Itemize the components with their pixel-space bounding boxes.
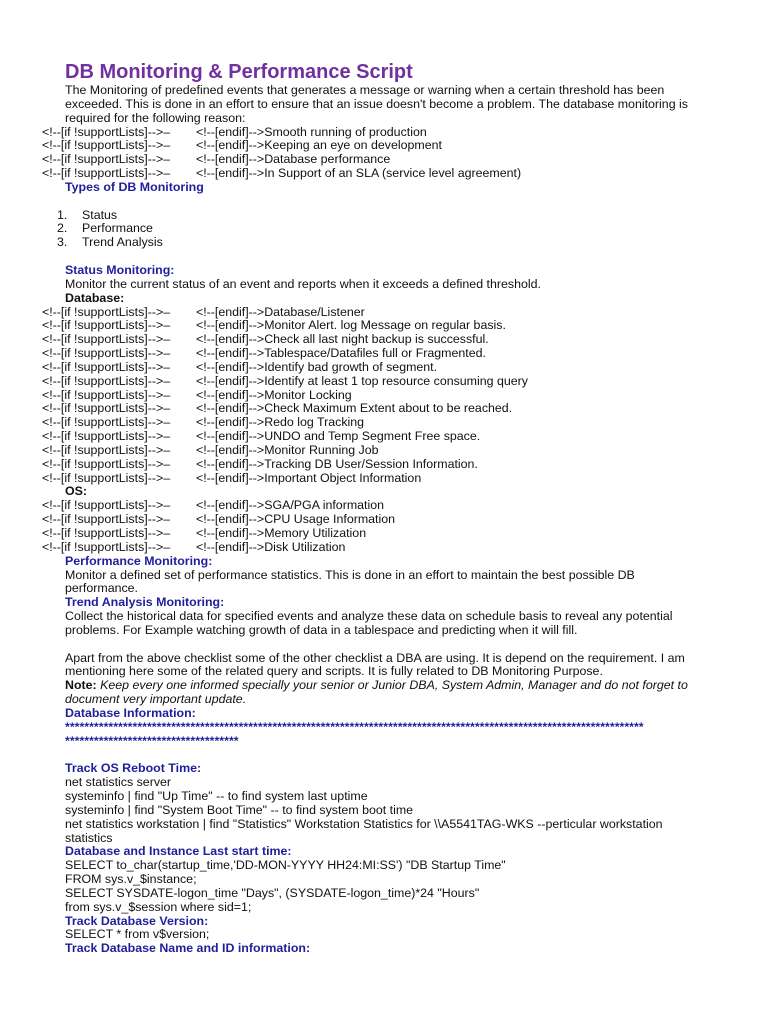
types-list bbox=[0, 209, 768, 251]
list-marker: <!--[if !supportLists]-->– bbox=[42, 498, 171, 513]
list-item-text: <!--[endif]-->SGA/PGA information bbox=[196, 498, 385, 513]
note-label: Note: bbox=[65, 678, 97, 693]
reboot-code bbox=[0, 776, 768, 831]
numbered-item bbox=[0, 209, 768, 223]
list-marker-suffix: <!--[endif]--> bbox=[196, 401, 265, 416]
list-marker-suffix: <!--[endif]--> bbox=[196, 138, 265, 153]
list-marker: <!--[if !supportLists]-->– bbox=[42, 359, 171, 374]
list-item-text: <!--[endif]-->Database/Listener bbox=[196, 304, 365, 319]
item-number: 2. bbox=[57, 221, 68, 236]
status-description: Monitor the current status of an event and reports when it exceeds a defined threshold. bbox=[65, 276, 541, 291]
performance-description: Monitor a defined set of performance statistics. This is done in an effort to maintain the best possible DB performance. bbox=[65, 567, 635, 596]
list-item-text: <!--[endif]-->Disk Utilization bbox=[196, 539, 346, 554]
list-marker-suffix: <!--[endif]--> bbox=[196, 442, 265, 457]
list-marker: <!--[if !supportLists]-->– bbox=[42, 526, 171, 540]
list-item bbox=[0, 167, 768, 181]
list-marker: <!--[if !supportLists]-->– bbox=[42, 387, 171, 402]
list-item-text: <!--[endif]-->UNDO and Temp Segment Free space. bbox=[196, 429, 481, 444]
list-item bbox=[0, 319, 768, 333]
item-text: Status bbox=[82, 207, 118, 222]
list-item-text: <!--[endif]-->Tracking DB User/Session Information. bbox=[196, 456, 478, 471]
trend-description: Collect the historical data for specified events and analyze these data on schedule basis to reveal any potential problems. For Example watching growth of data in a tablespace and predicting when it will fill. bbox=[65, 609, 673, 637]
os-items-list bbox=[0, 499, 768, 554]
document-title: DB Monitoring & Performance Script bbox=[65, 61, 413, 83]
performance-heading: Performance Monitoring: bbox=[65, 553, 213, 568]
numbered-item bbox=[0, 236, 768, 250]
code-line: SELECT * from v$version; bbox=[65, 927, 210, 942]
list-marker: <!--[if !supportLists]-->– bbox=[42, 401, 171, 416]
trend-heading: Trend Analysis Monitoring: bbox=[65, 595, 225, 610]
list-marker: <!--[if !supportLists]-->– bbox=[42, 346, 171, 361]
list-item-text: <!--[endif]-->Keeping an eye on development bbox=[196, 138, 442, 153]
list-item bbox=[0, 126, 768, 140]
code-line: FROM sys.v_$instance; bbox=[65, 872, 197, 887]
list-item-text: <!--[endif]-->Important Object Information bbox=[196, 470, 422, 485]
code-line: systeminfo | find "Up Time" -- to find system last uptime bbox=[65, 789, 368, 804]
list-marker: <!--[if !supportLists]-->– bbox=[42, 124, 171, 139]
separator-stars: ************************************************************************************************************************ bbox=[65, 720, 644, 734]
list-item bbox=[0, 347, 768, 361]
list-marker: <!--[if !supportLists]-->– bbox=[42, 442, 171, 457]
code-line: net statistics workstation | find "Statistics" Workstation Statistics for \\A5541TAG-WKS --perticular workstation bbox=[65, 816, 663, 831]
code-line: statistics bbox=[65, 830, 113, 845]
list-item-text: <!--[endif]-->In Support of an SLA (service level agreement) bbox=[196, 166, 522, 181]
note-paragraph bbox=[0, 679, 768, 707]
reboot-heading: Track OS Reboot Time: bbox=[65, 761, 202, 776]
list-item bbox=[0, 333, 768, 347]
types-heading: Types of DB Monitoring bbox=[65, 179, 204, 194]
list-item bbox=[0, 139, 768, 153]
os-label: OS: bbox=[65, 484, 88, 499]
list-marker: <!--[if !supportLists]-->– bbox=[42, 456, 171, 471]
item-number: 3. bbox=[57, 235, 68, 250]
start-time-code bbox=[0, 859, 768, 914]
list-marker: <!--[if !supportLists]-->– bbox=[42, 138, 171, 153]
database-items-list bbox=[0, 306, 768, 486]
list-marker: <!--[if !supportLists]-->– bbox=[42, 429, 171, 444]
list-item bbox=[0, 306, 768, 320]
list-item-text: <!--[endif]-->Tablespace/Datafiles full or Fragmented. bbox=[196, 346, 486, 361]
list-item-text: <!--[endif]-->Check Maximum Extent about to be reached. bbox=[196, 401, 513, 416]
list-item bbox=[0, 444, 768, 458]
database-label: Database: bbox=[65, 290, 125, 305]
version-heading: Track Database Version: bbox=[65, 913, 209, 928]
list-item-text: <!--[endif]-->Smooth running of production bbox=[196, 124, 427, 139]
item-text: Performance bbox=[82, 221, 153, 236]
list-marker-suffix: <!--[endif]--> bbox=[196, 359, 265, 374]
item-number: 1. bbox=[57, 207, 68, 222]
list-marker-suffix: <!--[endif]--> bbox=[196, 415, 265, 430]
list-marker-suffix: <!--[endif]--> bbox=[196, 166, 265, 181]
list-marker-suffix: <!--[endif]--> bbox=[196, 539, 265, 554]
list-marker: <!--[if !supportLists]-->– bbox=[42, 539, 171, 554]
list-marker: <!--[if !supportLists]-->– bbox=[42, 470, 171, 485]
list-item-text: <!--[endif]-->Identify at least 1 top resource consuming query bbox=[196, 373, 528, 388]
list-item bbox=[0, 527, 768, 541]
list-marker: <!--[if !supportLists]-->– bbox=[42, 166, 171, 181]
list-marker-suffix: <!--[endif]--> bbox=[196, 456, 265, 471]
list-marker-suffix: <!--[endif]--> bbox=[196, 152, 265, 167]
list-item-text: <!--[endif]-->Redo log Tracking bbox=[196, 415, 365, 430]
list-marker: <!--[if !supportLists]-->– bbox=[42, 304, 171, 319]
list-item bbox=[0, 153, 768, 167]
list-item-text: <!--[endif]-->Monitor Alert. log Message on regular basis. bbox=[196, 318, 506, 333]
list-marker-suffix: <!--[endif]--> bbox=[196, 318, 265, 333]
list-marker: <!--[if !supportLists]-->– bbox=[42, 415, 171, 430]
status-heading: Status Monitoring: bbox=[65, 262, 175, 277]
list-item-text: <!--[endif]-->Memory Utilization bbox=[196, 526, 367, 540]
code-line: net statistics server bbox=[65, 775, 172, 790]
list-item bbox=[0, 513, 768, 527]
list-marker-suffix: <!--[endif]--> bbox=[196, 512, 265, 527]
separator-stars-short: ************************************ bbox=[65, 734, 239, 748]
intro-paragraph: The Monitoring of predefined events that generates a message or warning when a certain threshold has been exceeded. This is done in an effort to ensure that an issue doesn't become a problem. The database monitoring is required for the following reason: bbox=[65, 83, 688, 125]
note-text: Keep every one informed specially your senior or Junior DBA, System Admin, Manager and do not forget to document very important update. bbox=[65, 678, 688, 707]
list-marker-suffix: <!--[endif]--> bbox=[196, 526, 265, 540]
list-item bbox=[0, 402, 768, 416]
list-marker-suffix: <!--[endif]--> bbox=[196, 124, 265, 139]
list-item-text: <!--[endif]-->Monitor Locking bbox=[196, 387, 352, 402]
item-text: Trend Analysis bbox=[82, 235, 163, 250]
list-item-text: <!--[endif]-->Identify bad growth of segment. bbox=[196, 359, 438, 374]
list-item-text: <!--[endif]-->Check all last night backup is successful. bbox=[196, 332, 489, 347]
list-marker: <!--[if !supportLists]-->– bbox=[42, 152, 171, 167]
name-id-heading: Track Database Name and ID information: bbox=[65, 941, 311, 956]
list-marker: <!--[if !supportLists]-->– bbox=[42, 318, 171, 333]
code-line: systeminfo | find "System Boot Time" -- to find system boot time bbox=[65, 802, 414, 817]
list-marker: <!--[if !supportLists]-->– bbox=[42, 512, 171, 527]
numbered-item bbox=[0, 222, 768, 236]
list-marker-suffix: <!--[endif]--> bbox=[196, 498, 265, 513]
list-marker-suffix: <!--[endif]--> bbox=[196, 429, 265, 444]
list-item bbox=[0, 541, 768, 555]
list-item bbox=[0, 389, 768, 403]
list-marker: <!--[if !supportLists]-->– bbox=[42, 332, 171, 347]
list-marker-suffix: <!--[endif]--> bbox=[196, 387, 265, 402]
list-marker-suffix: <!--[endif]--> bbox=[196, 470, 265, 485]
list-marker-suffix: <!--[endif]--> bbox=[196, 304, 265, 319]
database-information-heading: Database Information: bbox=[65, 705, 196, 720]
list-item bbox=[0, 416, 768, 430]
code-line: SELECT to_char(startup_time,'DD-MON-YYYY HH24:MI:SS') "DB Startup Time" bbox=[65, 858, 506, 873]
list-item-text: <!--[endif]-->Monitor Running Job bbox=[196, 442, 379, 457]
code-line: from sys.v_$session where sid=1; bbox=[65, 899, 252, 914]
list-item bbox=[0, 472, 768, 486]
list-marker-suffix: <!--[endif]--> bbox=[196, 346, 265, 361]
reasons-list bbox=[0, 126, 768, 181]
list-item bbox=[0, 430, 768, 444]
list-item-text: <!--[endif]-->CPU Usage Information bbox=[196, 512, 396, 527]
list-item bbox=[0, 361, 768, 375]
list-item bbox=[0, 499, 768, 513]
start-time-heading: Database and Instance Last start time: bbox=[65, 844, 292, 859]
document-body bbox=[0, 84, 768, 956]
list-marker-suffix: <!--[endif]--> bbox=[196, 373, 265, 388]
list-marker-suffix: <!--[endif]--> bbox=[196, 332, 265, 347]
list-item-text: <!--[endif]-->Database performance bbox=[196, 152, 391, 167]
code-line: SELECT SYSDATE-logon_time "Days", (SYSDATE-logon_time)*24 "Hours" bbox=[65, 885, 480, 900]
checklist-paragraph: Apart from the above checklist some of the other checklist a DBA are using. It is depend on the requirement. I am mentioning here some of the related query and scripts. It is fully related to DB Monitoring Purpose. bbox=[65, 650, 685, 679]
list-marker: <!--[if !supportLists]-->– bbox=[42, 373, 171, 388]
list-item bbox=[0, 458, 768, 472]
list-item bbox=[0, 375, 768, 389]
